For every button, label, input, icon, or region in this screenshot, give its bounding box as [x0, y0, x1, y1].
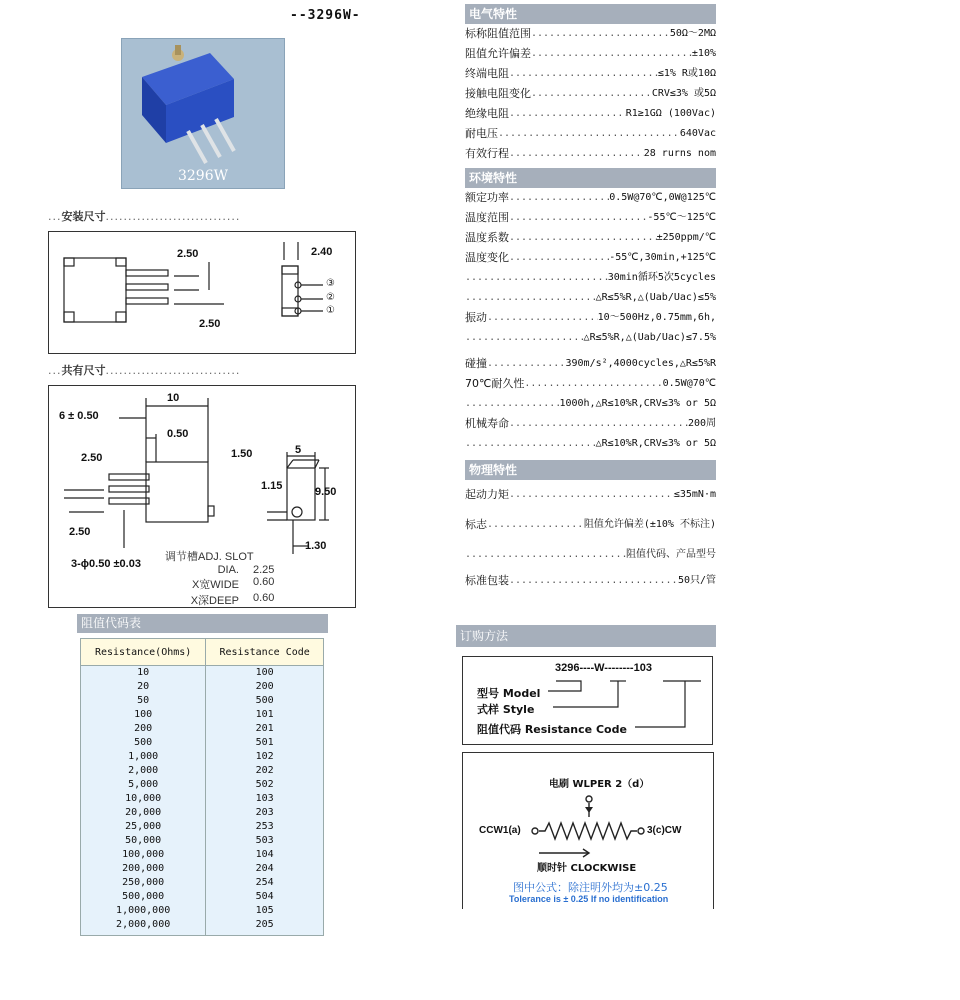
resistance-code-cell: 501 — [206, 736, 324, 750]
dot-leader — [531, 44, 692, 64]
spec-value: ≤35mN·m — [673, 489, 716, 500]
spec-value: CRV≤3% 或5Ω — [651, 88, 716, 99]
common-dims-drawing — [48, 385, 356, 608]
spec-row — [465, 308, 716, 328]
dot-leader — [509, 571, 678, 591]
spec-row — [465, 288, 716, 308]
spec-value: △R≤5%R,△(Uab/Uac)≤7.5% — [583, 332, 716, 343]
spec-value: 0.5W@70℃,0W@125℃ — [609, 192, 716, 203]
dim-5: 5 — [295, 444, 302, 456]
table-row — [81, 876, 324, 890]
resistance-ohms-cell: 250,000 — [81, 876, 206, 890]
resistance-ohms-cell: 100,000 — [81, 848, 206, 862]
resistance-ohms-cell: 50 — [81, 694, 206, 708]
slot-row-value: 0.60 — [253, 592, 275, 604]
pin-3-label: ③ — [326, 278, 335, 289]
slot-title: 调节槽ADJ. SLOT — [165, 551, 254, 563]
ccw-label: CCW1(a) — [479, 825, 521, 836]
spec-row — [465, 248, 716, 268]
resistance-code-cell: 201 — [206, 722, 324, 736]
resistance-code-cell: 204 — [206, 862, 324, 876]
table-row — [81, 680, 324, 694]
spec-row — [465, 144, 716, 164]
spec-row — [465, 328, 716, 348]
cw-label: 3(c)CW — [647, 825, 682, 836]
potentiometer-image — [122, 39, 284, 169]
resistance-ohms-cell: 100 — [81, 708, 206, 722]
table-row — [81, 834, 324, 848]
dim-a: 2.50 — [177, 248, 199, 260]
dim-250b: 2.50 — [69, 526, 91, 538]
resistance-ohms-cell: 200,000 — [81, 862, 206, 876]
table-row — [81, 666, 324, 681]
spec-row — [465, 571, 716, 591]
table-row — [81, 890, 324, 904]
spec-value: 阻值代码、产品型号 — [626, 549, 716, 560]
resistance-code-cell: 253 — [206, 820, 324, 834]
dot-leader — [498, 124, 680, 144]
dot-leader — [465, 268, 608, 288]
electrical-header: 电气特性 — [465, 4, 716, 24]
environment-header: 环境特性 — [465, 168, 716, 188]
resistance-code-cell: 103 — [206, 792, 324, 806]
spec-row — [465, 434, 716, 454]
slot-row-value: 0.60 — [253, 576, 275, 588]
resistance-ohms-cell: 20 — [81, 680, 206, 694]
order-style: 式样 Style — [477, 703, 535, 716]
spec-label: 阻值允许偏差 — [465, 47, 531, 60]
resistance-code-cell: 104 — [206, 848, 324, 862]
spec-label: 有效行程 — [465, 147, 509, 160]
spec-label: 温度范围 — [465, 211, 509, 224]
photo-caption: 3296W — [177, 168, 229, 184]
resistance-ohms-cell: 2,000,000 — [81, 918, 206, 936]
slot-row-name: X深DEEP — [190, 595, 239, 607]
spec-value: -55℃～125℃ — [647, 212, 716, 223]
resistance-ohms-cell: 500,000 — [81, 890, 206, 904]
spec-row — [465, 44, 716, 64]
dim-150: 1.50 — [231, 448, 253, 460]
spec-label: 终端电阻 — [465, 67, 509, 80]
page-title: --3296W- — [290, 8, 361, 23]
table-row — [81, 694, 324, 708]
table-row — [81, 806, 324, 820]
table-row — [81, 736, 324, 750]
table-row — [81, 792, 324, 806]
resistance-code-cell: 504 — [206, 890, 324, 904]
dot-leader — [509, 188, 609, 208]
dot-leader — [487, 515, 584, 535]
spec-value: 30min循环5次5cycles — [607, 272, 716, 283]
resistance-ohms-cell: 10 — [81, 666, 206, 681]
resistance-code-cell: 503 — [206, 834, 324, 848]
table-row — [81, 778, 324, 792]
slot-row-name: X宽WIDE — [191, 579, 239, 591]
spec-row — [465, 485, 716, 505]
spec-value: R1≥1GΩ (100Vac) — [625, 108, 716, 119]
spec-value: 0.5W@70℃ — [662, 378, 716, 389]
table-row — [81, 708, 324, 722]
spec-row — [465, 394, 716, 414]
spec-row — [465, 374, 716, 394]
spec-row — [465, 354, 716, 374]
spec-row — [465, 545, 716, 565]
spec-value: △R≤10%R,CRV≤3% or 5Ω — [595, 438, 716, 449]
resistance-code-cell: 205 — [206, 918, 324, 936]
common-dims-heading: ...共有尺寸.............................. — [48, 364, 241, 377]
resistance-ohms-cell: 1,000,000 — [81, 904, 206, 918]
dot-leader — [509, 228, 657, 248]
dim-b: 2.50 — [199, 318, 221, 330]
dim-130: 1.30 — [305, 540, 327, 552]
spec-row — [465, 84, 716, 104]
spec-row — [465, 228, 716, 248]
table-row — [81, 722, 324, 736]
spec-value: ±10% — [691, 48, 716, 59]
resistance-code-cell: 101 — [206, 708, 324, 722]
spec-value: 50Ω～2MΩ — [669, 28, 716, 39]
spec-label: 接触电阻变化 — [465, 87, 531, 100]
dot-leader — [509, 104, 626, 124]
resistance-ohms-cell: 500 — [81, 736, 206, 750]
slot-row-name: DIA. — [217, 564, 239, 576]
dot-leader — [465, 288, 596, 308]
resistance-code-cell: 200 — [206, 680, 324, 694]
dim-pin: 3-ϕ0.50 ±0.03 — [71, 558, 141, 570]
column-header: Resistance Code — [206, 639, 324, 666]
spec-label: 额定功率 — [465, 191, 509, 204]
dim-950: 9.50 — [315, 486, 337, 498]
resistance-code-cell: 102 — [206, 750, 324, 764]
dot-leader — [524, 374, 662, 394]
spec-value: 1000h,△R≤10%R,CRV≤3% or 5Ω — [559, 398, 716, 409]
spec-value: 200周 — [687, 418, 716, 429]
dot-leader — [487, 354, 565, 374]
resistance-table — [80, 638, 324, 936]
tolerance-note-cn: 图中公式：除注明外均为±0.25 — [513, 881, 668, 894]
table-row — [81, 820, 324, 834]
dot-leader — [509, 248, 609, 268]
spec-label: 温度系数 — [465, 231, 509, 244]
slot-table — [165, 548, 274, 608]
dot-leader — [509, 485, 674, 505]
spec-value: △R≤5%R,△(Uab/Uac)≤5% — [595, 292, 716, 303]
order-code: 3296----W--------103 — [555, 662, 652, 674]
slot-row-value: 2.25 — [253, 564, 275, 576]
spec-value: 阻值允许偏差(±10% 不标注) — [583, 519, 716, 530]
resistance-code-cell: 100 — [206, 666, 324, 681]
spec-value: 10～500Hz,0.75mm,6h, — [597, 312, 716, 323]
resistance-ohms-cell: 20,000 — [81, 806, 206, 820]
spec-value: -55℃,30min,+125℃ — [609, 252, 716, 263]
spec-label: 70℃耐久性 — [465, 377, 525, 390]
dot-leader — [487, 308, 598, 328]
spec-row — [465, 188, 716, 208]
spec-value: 50只/管 — [677, 575, 716, 586]
table-row — [81, 750, 324, 764]
resistance-ohms-cell: 25,000 — [81, 820, 206, 834]
spec-label: 标志 — [465, 518, 487, 531]
spec-label: 耐电压 — [465, 127, 498, 140]
column-header: Resistance(Ohms) — [81, 639, 206, 666]
spec-row — [465, 268, 716, 288]
dim-c: 2.40 — [311, 246, 333, 258]
dim-10: 10 — [167, 392, 180, 404]
resistance-ohms-cell: 10,000 — [81, 792, 206, 806]
dot-leader — [509, 144, 644, 164]
spec-row — [465, 515, 716, 535]
dot-leader — [465, 328, 584, 348]
resistance-ohms-cell: 200 — [81, 722, 206, 736]
resistance-code-cell: 202 — [206, 764, 324, 778]
dim-250a: 2.50 — [81, 452, 103, 464]
install-dims-heading: ...安装尺寸.............................. — [48, 210, 241, 223]
spec-value: ±250ppm/℃ — [656, 232, 716, 243]
product-photo — [121, 38, 285, 189]
resistance-ohms-cell: 2,000 — [81, 764, 206, 778]
spec-value: 640Vac — [679, 128, 716, 139]
spec-row — [465, 104, 716, 124]
spec-value: 390m/s²,4000cycles,△R≤5%R — [565, 358, 716, 369]
pin-1-label: ① — [326, 305, 335, 316]
spec-value: ≤1% R或10Ω — [657, 68, 716, 79]
dot-leader — [465, 545, 626, 565]
wiper-label: 电刷 WLPER 2（d） — [549, 779, 650, 790]
table-row — [81, 918, 324, 936]
dot-leader — [465, 394, 559, 414]
table-row — [81, 848, 324, 862]
dim-050: 0.50 — [167, 428, 189, 440]
dot-leader — [465, 434, 596, 454]
dot-leader — [509, 64, 658, 84]
resistance-table-header: 阻值代码表 — [77, 614, 328, 633]
ordering-header: 订购方法 — [456, 625, 716, 647]
tolerance-note-en: Tolerance is ± 0.25 If no identification — [509, 894, 669, 904]
install-dims-drawing — [48, 231, 356, 354]
pin-2-label: ② — [326, 292, 335, 303]
resistance-code-cell: 105 — [206, 904, 324, 918]
order-resistance-code: 阻值代码 Resistance Code — [477, 723, 627, 736]
spec-row — [465, 24, 716, 44]
order-model: 型号 Model — [477, 687, 541, 700]
resistance-code-cell: 500 — [206, 694, 324, 708]
resistance-ohms-cell: 5,000 — [81, 778, 206, 792]
dim-6: 6 ± 0.50 — [59, 410, 99, 422]
spec-label: 振动 — [465, 311, 487, 324]
table-row — [81, 764, 324, 778]
dim-115: 1.15 — [261, 480, 283, 492]
spec-label: 绝缘电阻 — [465, 107, 509, 120]
resistance-code-cell: 502 — [206, 778, 324, 792]
resistance-ohms-cell: 50,000 — [81, 834, 206, 848]
dot-leader — [509, 414, 688, 434]
spec-label: 标准包装 — [465, 574, 509, 587]
table-row — [81, 904, 324, 918]
spec-row — [465, 208, 716, 228]
spec-label: 起动力矩 — [465, 488, 509, 501]
dot-leader — [509, 208, 647, 228]
spec-row — [465, 64, 716, 84]
resistance-ohms-cell: 1,000 — [81, 750, 206, 764]
ordering-box — [462, 656, 713, 745]
spec-label: 机械寿命 — [465, 417, 509, 430]
resistance-code-cell: 203 — [206, 806, 324, 820]
resistance-code-cell: 254 — [206, 876, 324, 890]
dot-leader — [531, 24, 670, 44]
spec-row — [465, 124, 716, 144]
spec-label: 碰撞 — [465, 357, 487, 370]
dot-leader — [531, 84, 652, 104]
table-row — [81, 862, 324, 876]
spec-value: 28 rurns nom — [643, 148, 716, 159]
schematic-box — [462, 752, 714, 909]
clockwise-label: 顺时针 CLOCKWISE — [537, 863, 637, 874]
spec-row — [465, 414, 716, 434]
physical-header: 物理特性 — [465, 460, 716, 480]
spec-label: 温度变化 — [465, 251, 509, 264]
spec-label: 标称阻值范围 — [465, 27, 531, 40]
